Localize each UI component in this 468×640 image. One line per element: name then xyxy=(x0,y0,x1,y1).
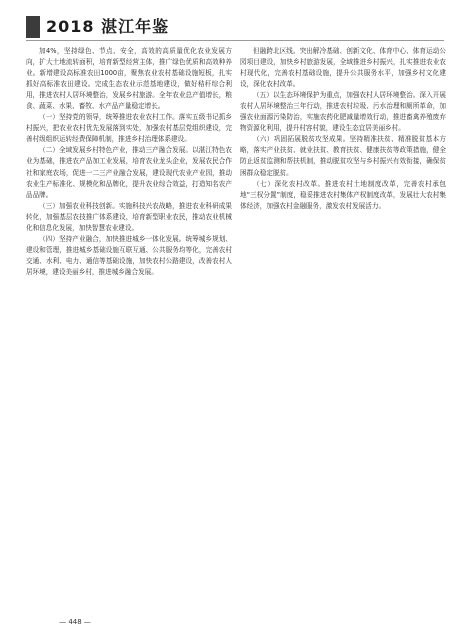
title-marker-bar xyxy=(26,16,40,38)
paragraph: 但融跨北区线。突出解冷基础、创新文化、体育中心、体育运动公园项目建设，加快乡村旅游发展，全域推进乡村振兴，扎实推进农业农村现代化，完善农村基础设施，提升公共服务水平，加强乡村文化建设，深化农村改革。 xyxy=(240,47,446,89)
page-title: 2018 湛江年鉴 xyxy=(46,17,170,36)
header-divider xyxy=(26,40,444,41)
paragraph: （三）加强农业科技创新。实施科技兴农战略，推进农业科研成果转化，加强基层农技推广体系建设，培育新型职业农民，推动农业机械化和信息化发展，加快智慧农业建设。 xyxy=(26,201,232,232)
paragraph: （五）以生态环境保护为重点，加强农村人居环境整治。深入开展农村人居环境整治三年行动，推进农村垃圾、污水治理和厕所革命，加强农业面源污染防治，实施农药化肥减量增效行动，推进畜禽养殖废弃物资源化利用，提升村容村貌，建设生态宜居美丽乡村。 xyxy=(240,91,446,133)
paragraph: （七）深化农村改革。推进农村土地制度改革，完善农村承包地“三权分置”制度，稳妥推进农村集体产权制度改革，发展壮大农村集体经济，加强农村金融服务，激发农村发展活力。 xyxy=(240,179,446,210)
paragraph: （一）坚持党的领导，统筹推进农业农村工作。落实五级书记抓乡村振兴，把农业农村优先发展落到实处，加强农村基层党组织建设，完善村级组织运转经费保障机制，推进乡村治理体系建设。 xyxy=(26,113,232,144)
right-text-column xyxy=(240,46,446,614)
paragraph: （四）坚持产业融合，加快推进城乡一体化发展。统筹城乡规划、建设和管理，推进城乡基础设施互联互通、公共服务均等化，完善农村交通、水利、电力、通信等基础设施，加快农村公路建设，改善农村人居环境，建设美丽乡村，推进城乡融合发展。 xyxy=(26,234,232,276)
page-number: — 448 — xyxy=(59,618,91,626)
left-text-column xyxy=(26,46,232,614)
paragraph: 加4%，坚持绿色、节点、安全，高效的高质量优化农业发展方向，扩大土地流转面积，培育新型经营主体，推广绿色优质和高效种养业。新增建设高标准农田1000亩，聚焦农业农村基础设施短板，扎实抓好高标准农田建设。完成生态农业示范基地建设，做好秸秆综合利用，推进农村人居环境整治，发展乡村旅游。全年农业总产值增长，粮食、蔬菜、水果、畜牧、水产品产量稳定增长。 xyxy=(26,47,232,111)
paragraph: （六）巩固拓展脱贫攻坚成果。坚持精准扶贫、精准脱贫基本方略，落实产业扶贫、就业扶贫、教育扶贫、健康扶贫等政策措施，健全防止返贫监测和帮扶机制，推动脱贫攻坚与乡村振兴有效衔接，确保贫困群众稳定脱贫。 xyxy=(240,135,446,177)
paragraph: （二）全域发展乡村特色产业，推动三产融合发展。以湛江特色农业为基础，推进农产品加工业发展，培育农业龙头企业，发展农民合作社和家庭农场，促进一二三产业融合发展，建设现代农业产业园，推动农业生产标准化、规模化和品牌化，提升农业综合效益，打造知名农产品品牌。 xyxy=(26,146,232,199)
